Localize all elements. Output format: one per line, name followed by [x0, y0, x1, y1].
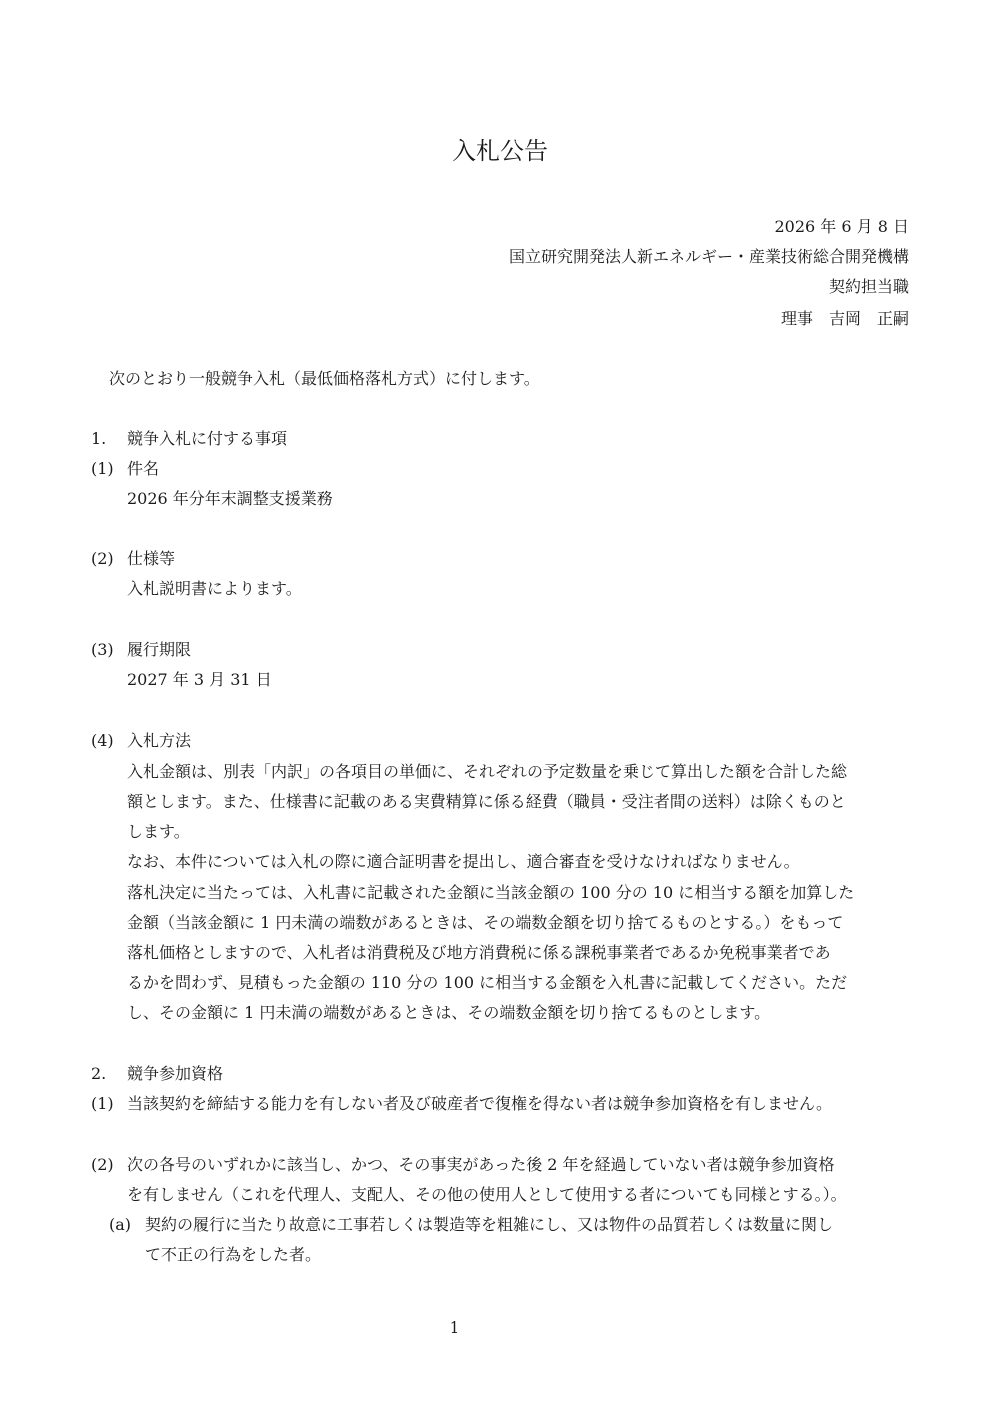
- section1-heading: 競争入札に付する事項: [127, 429, 288, 448]
- item2-heading: 仕様等: [127, 549, 176, 568]
- item1-heading: 件名: [127, 459, 160, 478]
- item4-line: し、その金額に 1 円未満の端数があるときは、その端数金額を切り捨てるものとします。: [127, 1003, 771, 1022]
- s2-item1-number: (1): [91, 1094, 114, 1113]
- item1-body: 2026 年分年末調整支援業務: [127, 489, 333, 508]
- s2-sub-a-line: 契約の履行に当たり故意に工事若しくは製造等を粗雑にし、又は物件の品質若しくは数量に関し: [145, 1215, 834, 1234]
- item2-number: (2): [91, 549, 114, 568]
- intro-text: 次のとおり一般競争入札（最低価格落札方式）に付します。: [109, 369, 540, 388]
- s2-item2-line: 次の各号のいずれかに該当し、かつ、その事実があった後 2 年を経過していない者は競争参加資格: [127, 1155, 835, 1174]
- section2-heading: 競争参加資格: [127, 1064, 224, 1083]
- item3-body: 2027 年 3 月 31 日: [127, 670, 272, 689]
- section2-number: 2.: [91, 1064, 107, 1083]
- s2-item1-body: 当該契約を締結する能力を有しない者及び破産者で復権を得ない者は競争参加資格を有しません。: [127, 1094, 832, 1113]
- item2-body: 入札説明書によります。: [127, 579, 302, 598]
- s2-item2-line: を有しません（これを代理人、支配人、その他の使用人として使用する者についても同様とする。）。: [127, 1185, 847, 1204]
- s2-sub-a-line: て不正の行為をした者。: [145, 1245, 322, 1264]
- item4-line: なお、本件については入札の際に適合証明書を提出し、適合審査を受けなければなりません。: [127, 852, 800, 871]
- item4-line: 落札価格としますので、入札者は消費税及び地方消費税に係る課税事業者であるか免税事業者であ: [127, 943, 831, 962]
- item4-line: 入札金額は、別表「内訳」の各項目の単価に、それぞれの予定数量を乗じて算出した額を合計した総: [127, 762, 848, 781]
- item3-heading: 履行期限: [127, 640, 192, 659]
- s2-sub-a-number: (a): [109, 1215, 132, 1234]
- item4-heading: 入札方法: [127, 731, 192, 750]
- page-number: 1: [449, 1318, 460, 1337]
- item1-number: (1): [91, 459, 114, 478]
- page-title: 入札公告: [452, 137, 548, 165]
- organization-name: 国立研究開発法人新エネルギー・産業技術総合開発機構: [508, 247, 909, 266]
- item4-line: 額とします。また、仕様書に記載のある実費精算に係る経費（職員・受注者間の送料）は除くものと: [127, 792, 846, 811]
- item4-line: 落札決定に当たっては、入札書に記載された金額に当該金額の 100 分の 10 に相当する額を加算した: [127, 883, 855, 902]
- item4-line: します。: [127, 822, 190, 841]
- item4-line: るかを問わず、見積もった金額の 110 分の 100 に相当する金額を入札書に記載してください。ただ: [127, 973, 848, 992]
- item4-number: (4): [91, 731, 114, 750]
- s2-item2-number: (2): [91, 1155, 114, 1174]
- section1-number: 1.: [91, 429, 107, 448]
- item3-number: (3): [91, 640, 114, 659]
- officer-role: 契約担当職: [828, 277, 909, 296]
- officer-name: 理事 吉岡 正嗣: [780, 309, 909, 328]
- item4-line: 金額（当該金額に 1 円未満の端数があるときは、その端数金額を切り捨てるものとする。）をもって: [127, 913, 844, 932]
- notice-date: 2026 年 6 月 8 日: [774, 217, 909, 236]
